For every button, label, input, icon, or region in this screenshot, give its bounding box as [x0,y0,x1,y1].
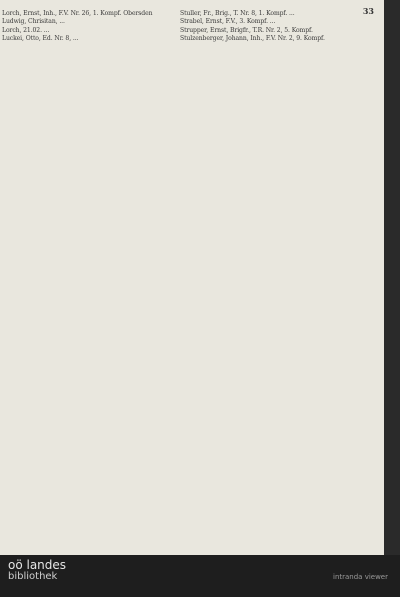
logo-line1: oö landes [8,558,67,572]
right-column [180,10,360,43]
viewer-label: intranda viewer [333,573,388,581]
text-line: Strabel, Ernst, F.V., 3. Kompf. ... [180,18,276,26]
text-line: Stuller, Fr., Brig., T. Nr. 8, 1. Kompf. ... [180,10,295,17]
logo-line2: bibliothek [8,571,58,582]
library-logo[interactable] [8,559,66,583]
text-line: Ludwig, Chrisitan, ... [2,18,65,26]
text-line: Lorch, 21.02. ... [2,26,50,34]
text-line: Lorch, Ernst, Inh., F.V. Nr. 26, 1. Kompf. Obersden [2,10,153,17]
text-line: Strupper, Ernst, Brigfr., T.R. Nr. 2, 5. Kompf. [180,26,313,34]
left-column [2,10,182,43]
page-edge [384,0,400,555]
text-line: Stulzenberger, Johann, Inh., F.V. Nr. 2, 9. Kompf. [180,35,325,43]
page-number: 33 [362,6,374,16]
text-line: Luckei, Otto, Ed. Nr. 8, ... [2,35,79,43]
viewer-footer [0,555,400,597]
